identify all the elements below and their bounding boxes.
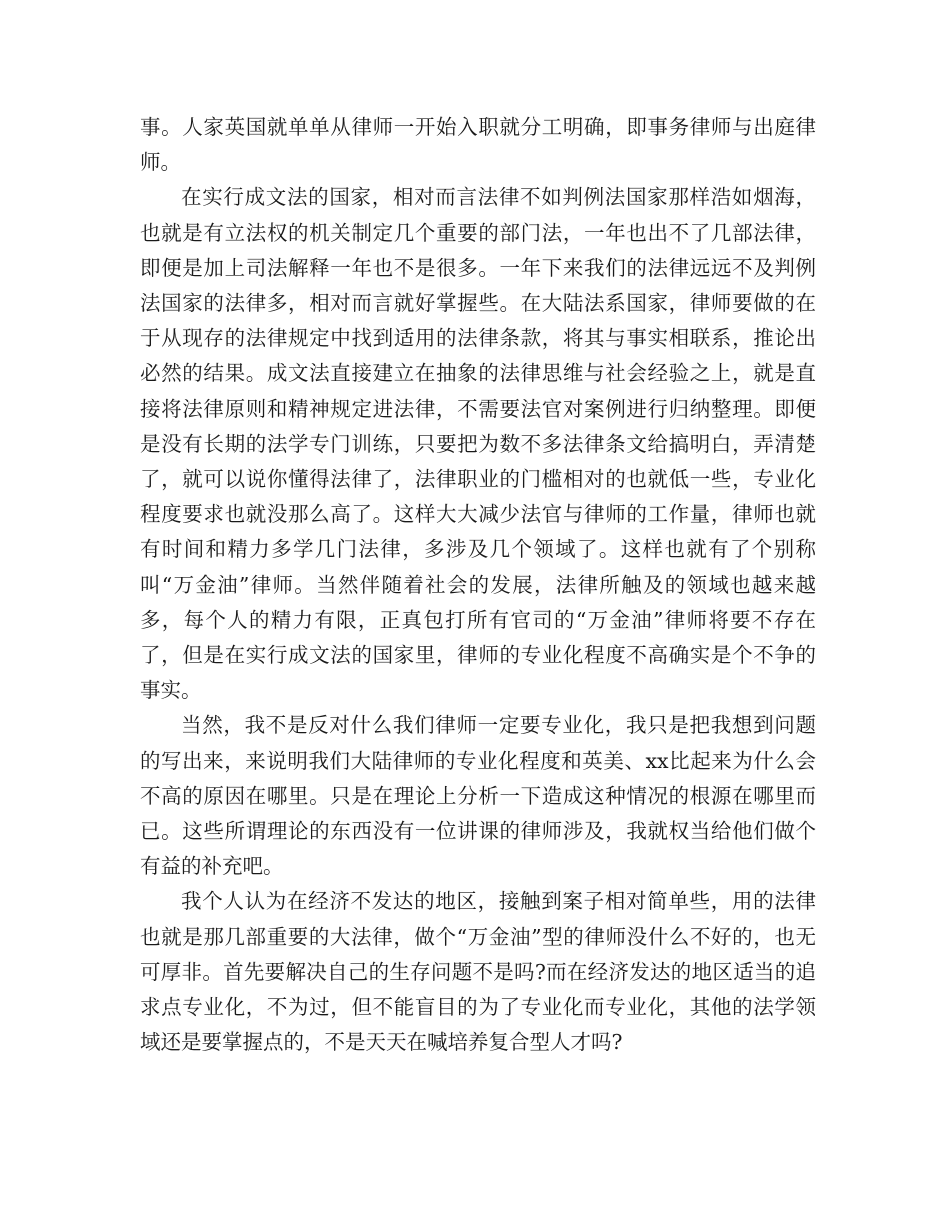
paragraph-2: 在实行成文法的国家，相对而言法律不如判例法国家那样浩如烟海，也就是有立法权的机关制定几个重要的部门法，一年也出不了几部法律，即便是加上司法解释一年也不是很多。一年下来我们的法律远远不及判例法国家的法律多，相对而言就好掌握些。在大陆法系国家，律师要做的在于从现存的法律规定中找到适用的法律条款，将其与事实相联系，推论出必然的结果。成文法直接建立在抽象的法律思维与社会经验之上，就是直接将法律原则和精神规定进法律，不需要法官对案例进行归纳整理。即便是没有长期的法学专门训练，只要把为数不多法律条文给搞明白，弄清楚了，就可以说你懂得法律了，法律职业的门槛相对的也就低一些，专业化程度要求也就没那么高了。这样大大减少法官与律师的工作量，律师也就有时间和精力多学几门法律，多涉及几个领域了。这样也就有了个别称叫“万金油”律师。当然伴随着社会的发展，法律所触及的领域也越来越多，每个人的精力有限，正真包打所有官司的“万金油”律师将要不存在了，但是在实行成文法的国家里，律师的专业化程度不高确实是个不争的事实。 [140,185,816,703]
paragraph-4: 我个人认为在经济不发达的地区，接触到案子相对简单些，用的法律也就是那几部重要的大法律，做个“万金油”型的律师没什么不好的，也无可厚非。首先要解决自己的生存问题不是吗?而在经济发达的地区适当的追求点专业化，不为过，但不能盲目的为了专业化而专业化，其他的法学领域还是要掌握点的，不是天天在喊培养复合型人才吗? [140,889,816,1055]
document-page [140,110,816,1060]
paragraph-3: 当然，我不是反对什么我们律师一定要专业化，我只是把我想到问题的写出来，来说明我们大陆律师的专业化程度和英美、xx比起来为什么会不高的原因在哪里。只是在理论上分析一下造成这种情况的根源在哪里而已。这些所谓理论的东西没有一位讲课的律师涉及，我就权当给他们做个有益的补充吧。 [140,713,816,879]
paragraph-1: 事。人家英国就单单从律师一开始入职就分工明确，即事务律师与出庭律师。 [140,115,816,175]
